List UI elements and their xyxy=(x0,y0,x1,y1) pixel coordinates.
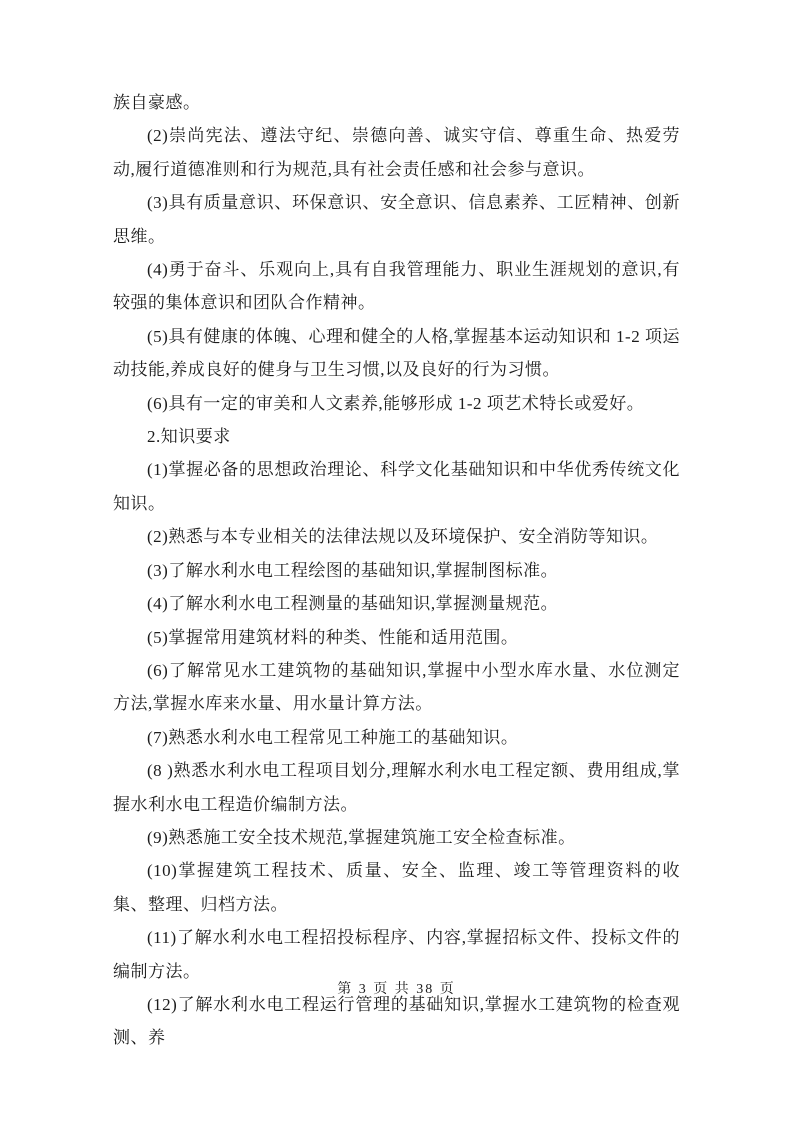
paragraph: (4)勇于奋斗、乐观向上,具有自我管理能力、职业生涯规划的意识,有较强的集体意识和团队合作精神。 xyxy=(113,260,680,313)
paragraph: (11)了解水利水电工程招投标程序、内容,掌握招标文件、投标文件的编制方法。 xyxy=(113,928,680,981)
paragraph: (5)掌握常用建筑材料的种类、性能和适用范围。 xyxy=(147,627,519,647)
paragraph: (3)了解水利水电工程绘图的基础知识,掌握制图标准。 xyxy=(147,560,559,580)
paragraph: (5)具有健康的体魄、心理和健全的人格,掌握基本运动知识和 1-2 项运动技能,养成良好的健身与卫生习惯,以及良好的行为习惯。 xyxy=(113,326,680,380)
paragraph: (4)了解水利水电工程测量的基础知识,掌握测量规范。 xyxy=(147,594,559,614)
paragraph: (9)熟悉施工安全技术规范,掌握建筑施工安全检查标准。 xyxy=(147,827,576,847)
paragraph: (2)熟悉与本专业相关的法律法规以及环境保护、安全消防等知识。 xyxy=(147,527,659,547)
paragraph: (2)崇尚宪法、遵法守纪、崇德向善、诚实守信、尊重生命、热爱劳动,履行道德准则和行为规范,具有社会责任感和社会参与意识。 xyxy=(113,126,680,179)
paragraph: 族自豪感。 xyxy=(113,93,201,112)
paragraph: (8 )熟悉水利水电工程项目划分,理解水利水电工程定额、费用组成,掌握水利水电工程造价编制方法。 xyxy=(113,761,680,814)
section-heading: 2.知识要求 xyxy=(147,427,231,447)
document-body xyxy=(113,86,680,1055)
page-number-footer: 第 3 页 共 38 页 xyxy=(337,982,456,997)
paragraph: (6)具有一定的审美和人文素养,能够形成 1-2 项艺术特长或爱好。 xyxy=(147,393,645,413)
paragraph: (12)了解水利水电工程运行管理的基础知识,掌握水工建筑物的检查观测、养 xyxy=(113,994,680,1048)
paragraph: (6)了解常见水工建筑物的基础知识,掌握中小型水库水量、水位测定方法,掌握水库来水量、用水量计算方法。 xyxy=(113,660,680,714)
paragraph: (10)掌握建筑工程技术、质量、安全、监理、竣工等管理资料的收集、整理、归档方法。 xyxy=(113,861,680,914)
paragraph: (7)熟悉水利水电工程常见工种施工的基础知识。 xyxy=(147,727,519,747)
paragraph: (1)掌握必备的思想政治理论、科学文化基础知识和中华优秀传统文化知识。 xyxy=(113,460,680,513)
paragraph: (3)具有质量意识、环保意识、安全意识、信息素养、工匠精神、创新思维。 xyxy=(113,193,680,246)
